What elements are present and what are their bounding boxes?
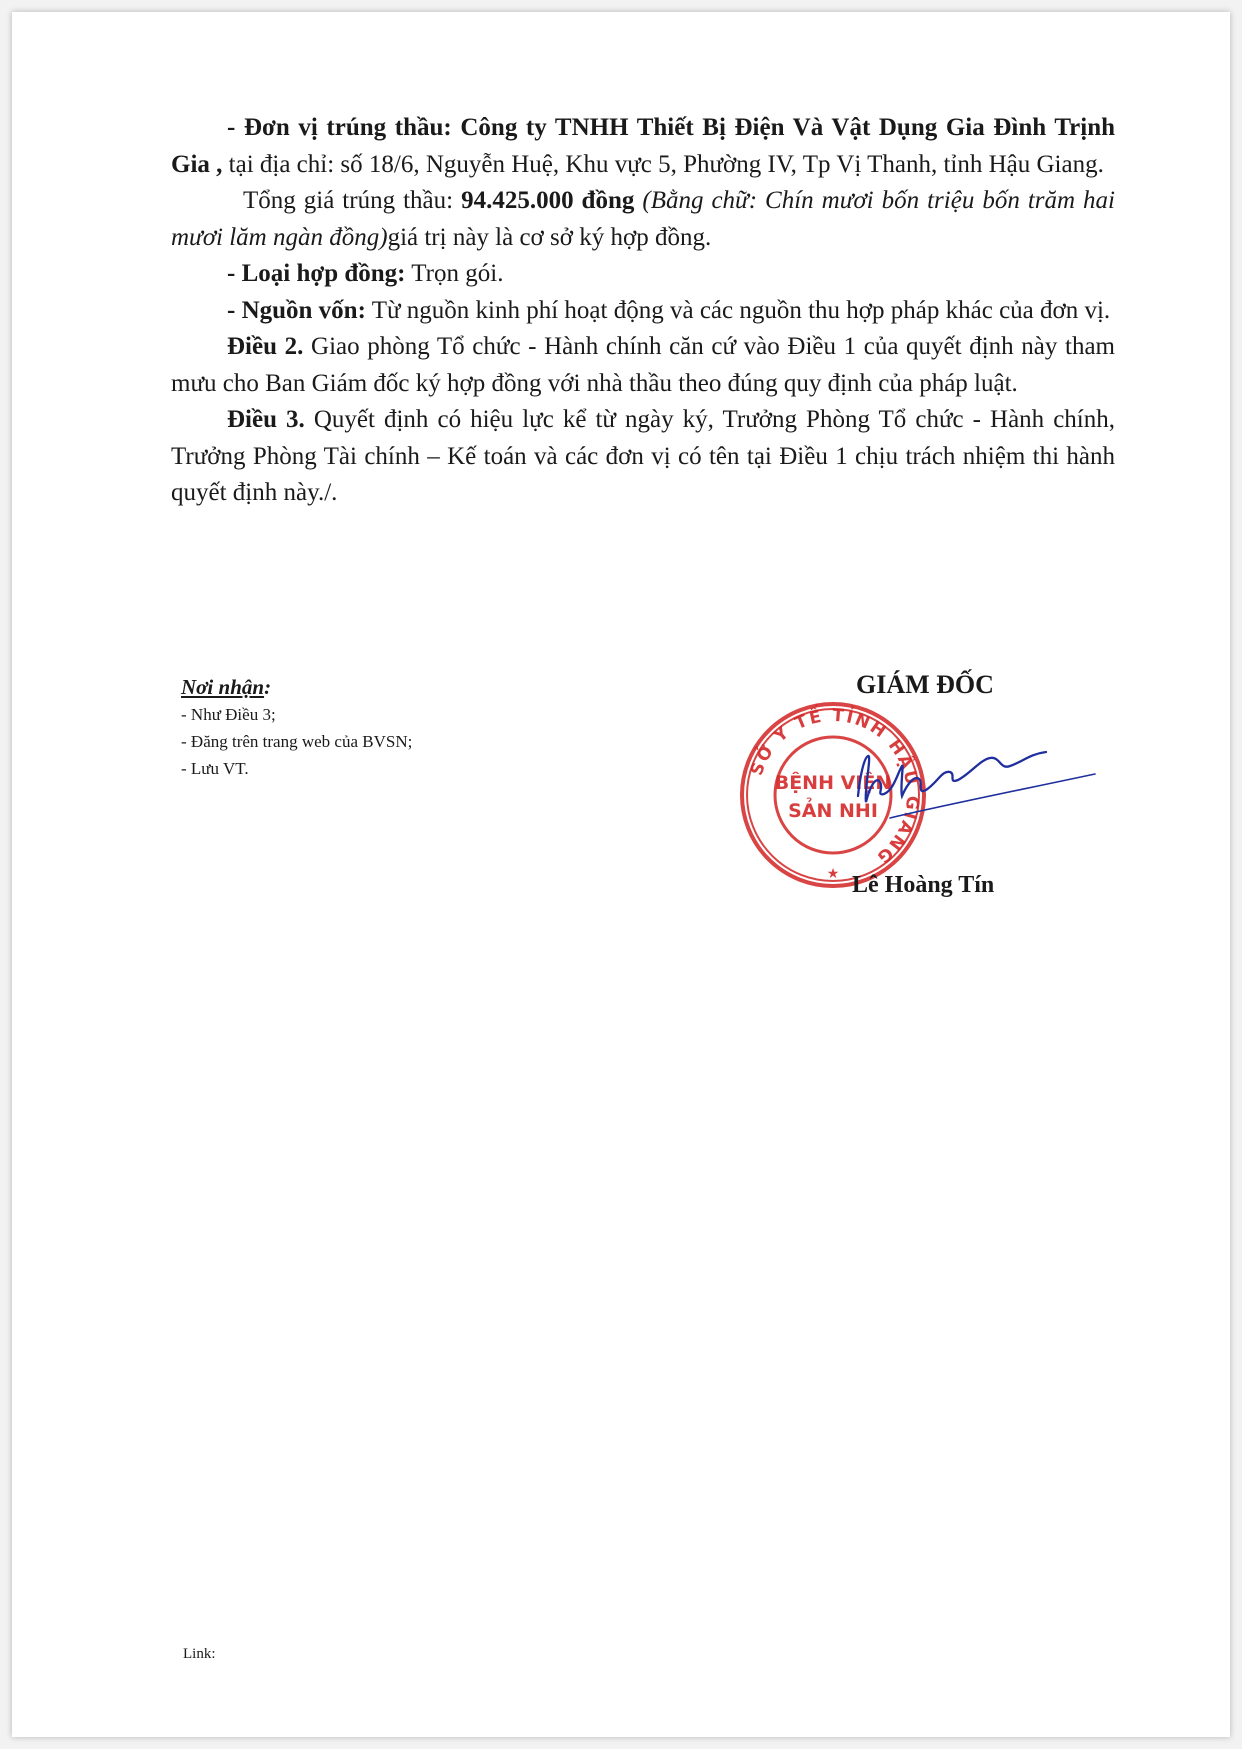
total-price-words: (Bằng chữ: Chín mươi bốn triệu bốn trăm hai mươi lăm ngàn đồng) bbox=[171, 187, 1115, 251]
recipients-block bbox=[181, 674, 412, 782]
handwritten-signature bbox=[850, 736, 1100, 822]
recipients-title-colon: : bbox=[264, 675, 272, 699]
recipient-item: - Lưu VT. bbox=[181, 759, 249, 778]
stamp-line-2: SẢN NHI bbox=[788, 800, 878, 822]
total-price-prefix: Tổng giá trúng thầu: bbox=[243, 187, 462, 214]
contract-type-label: - Loại hợp đồng: bbox=[227, 260, 406, 287]
contractor-paragraph bbox=[171, 110, 1115, 183]
document-body bbox=[171, 110, 1115, 512]
total-price-paragraph bbox=[171, 183, 1115, 256]
article-2-text: Giao phòng Tổ chức - Hành chính căn cứ vào Điều 1 của quyết định này tham mưu cho Ban Giám đốc ký hợp đồng với nhà thầu theo đúng quy định của pháp luật. bbox=[171, 333, 1116, 397]
footer-link-label: Link: bbox=[183, 1646, 216, 1662]
stamp-outer-text: SỞ Y TẾ TỈNH HẬU GIANG bbox=[746, 705, 923, 869]
funding-source-label: - Nguồn vốn: bbox=[227, 296, 366, 324]
contractor-label: - Đơn vị trúng thầu: bbox=[227, 114, 452, 141]
signer-name: Lê Hoàng Tín bbox=[852, 872, 995, 898]
contractor-address: tại địa chỉ: số 18/6, Nguyễn Huệ, Khu vực 5, Phường IV, Tp Vị Thanh, tỉnh Hậu Giang. bbox=[222, 150, 1104, 178]
recipients-title-text: Nơi nhận bbox=[181, 675, 265, 699]
svg-text:★: ★ bbox=[826, 866, 840, 882]
contractor-name: Công ty TNHH Thiết Bị Điện Và Vật Dụng Gia Đình Trịnh Gia , bbox=[171, 114, 1116, 178]
recipient-item: - Như Điều 3; bbox=[181, 705, 276, 724]
article-2-label: Điều 2. bbox=[227, 333, 304, 360]
contract-type-paragraph bbox=[171, 256, 1115, 293]
funding-source-value: Từ nguồn kinh phí hoạt động và các nguồn thu hợp pháp khác của đơn vị. bbox=[365, 296, 1111, 324]
article-3-paragraph bbox=[171, 402, 1115, 512]
recipients-title bbox=[181, 674, 412, 701]
article-2-paragraph bbox=[171, 329, 1115, 402]
total-price-amount: 94.425.000 đồng bbox=[461, 187, 635, 214]
contract-type-value: Trọn gói. bbox=[405, 260, 504, 287]
article-3-text: Quyết định có hiệu lực kể từ ngày ký, Trưởng Phòng Tổ chức - Hành chính, Trưởng Phòng Tài chính – Kế toán và các đơn vị có tên tại Điều 1 chịu trách nhiệm thi hành quyết định này./. bbox=[171, 406, 1115, 506]
director-title: GIÁM ĐỐC bbox=[856, 670, 994, 699]
recipient-item: - Đăng trên trang web của BVSN; bbox=[181, 732, 413, 751]
stamp-line-1: BỆNH VIỆN bbox=[774, 772, 892, 794]
article-3-label: Điều 3. bbox=[227, 406, 305, 433]
funding-source-paragraph bbox=[171, 293, 1115, 330]
total-price-suffix: giá trị này là cơ sở ký hợp đồng. bbox=[387, 223, 712, 251]
